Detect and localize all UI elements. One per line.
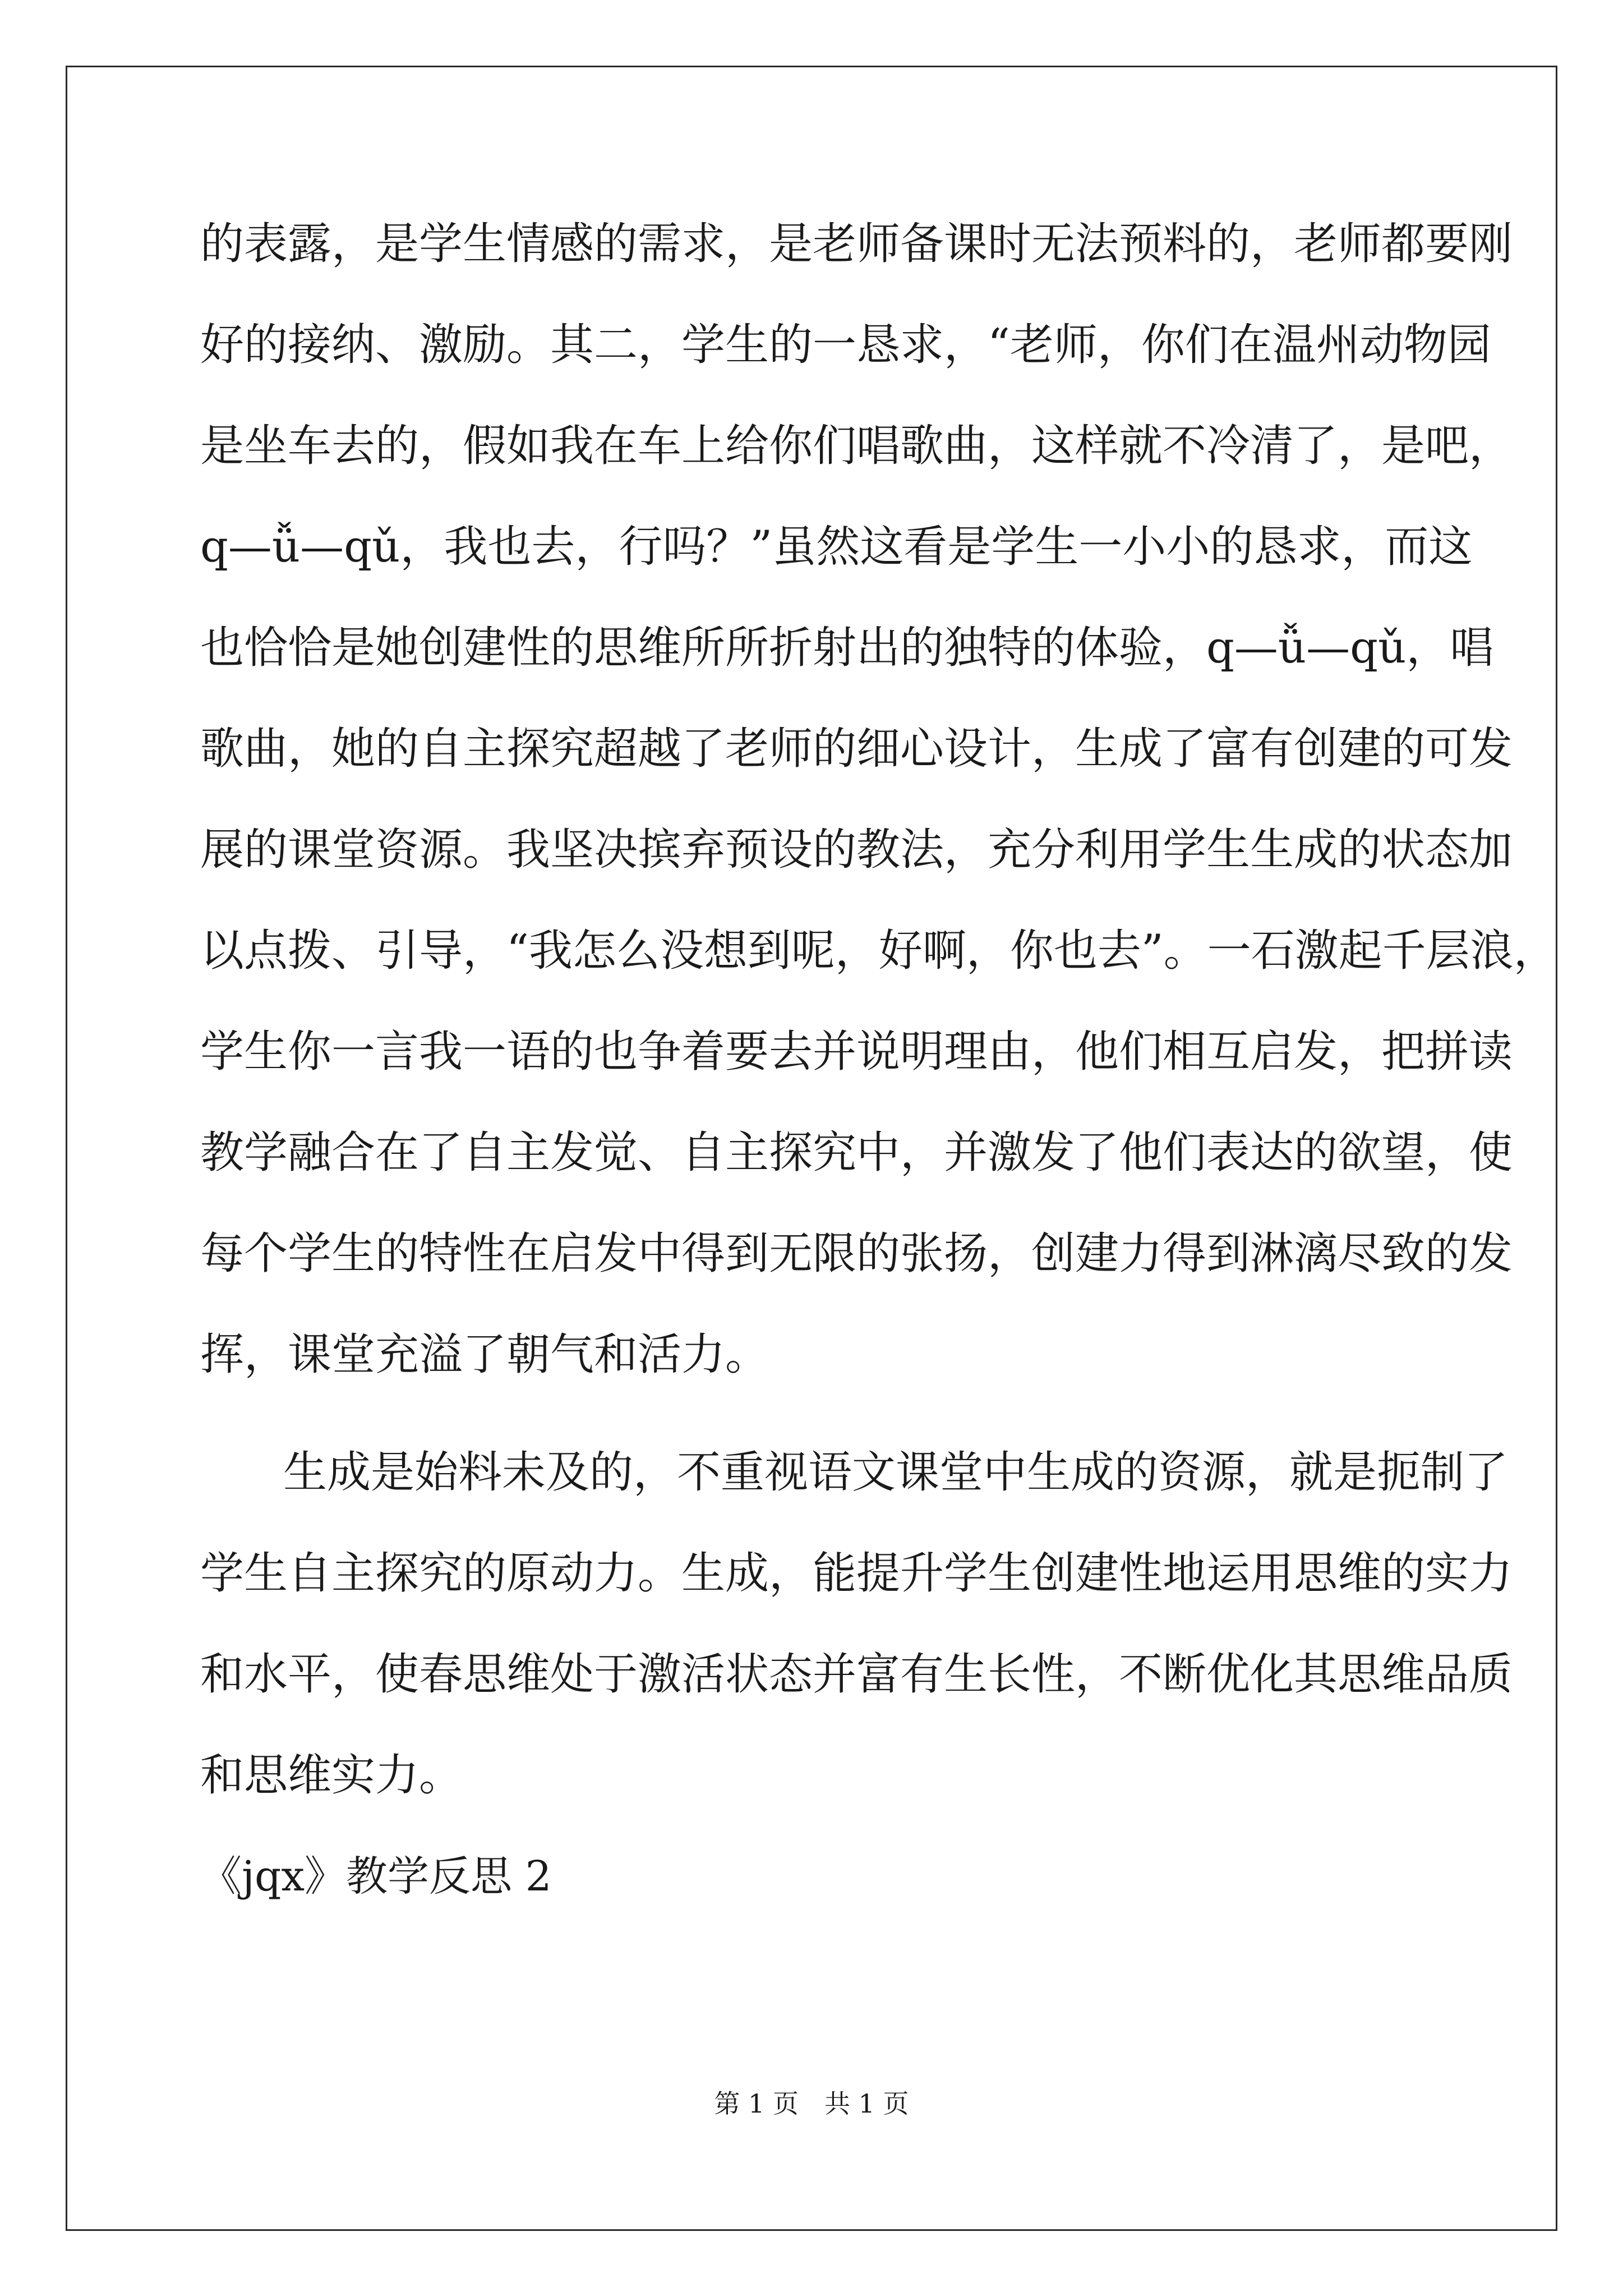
paragraph-1-line-7: 展的课堂资源。我坚决摈弃预设的教法，充分利用学生生成的状态加 [200,825,1513,875]
paragraph-1-line-12: 挥，课堂充溢了朝气和活力。 [200,1329,769,1380]
paragraph-1-line-2: 好的接纳、激励。其二，学生的一恳求，“老师，你们在温州动物园 [200,320,1491,370]
paragraph-1-line-4: q—ǚ—qǔ，我也去，行吗？”虽然这看是学生一小小的恳求，而这 [200,522,1473,572]
paragraph-2-line-4: 和思维实力。 [200,1750,463,1801]
paragraph-1-line-6: 歌曲，她的自主探究超越了老师的细心设计，生成了富有创建的可发 [200,724,1513,774]
paragraph-2-line-3: 和水平，使春思维处于激活状态并富有生长性，不断优化其思维品质 [200,1649,1513,1700]
paragraph-1-line-8: 以点拨、引导，“我怎么没想到呢，好啊，你也去”。一石激起千层浪， [200,926,1557,976]
paragraph-1-line-1: 的表露，是学生情感的需求，是老师备课时无法预料的，老师都要刚 [200,219,1513,269]
paragraph-1-line-5: 也恰恰是她创建性的思维所所折射出的独特的体验，q—ǚ—qǔ，唱 [200,623,1494,673]
paragraph-1-line-10: 教学融合在了自主发觉、自主探究中，并激发了他们表达的欲望，使 [200,1128,1513,1178]
paragraph-1-line-9: 学生你一言我一语的也争着要去并说明理由，他们相互启发，把拼读 [200,1027,1513,1077]
paragraph-1-line-3: 是坐车去的，假如我在车上给你们唱歌曲，这样就不冷清了，是吧， [200,421,1513,471]
page-number: 第 1 页 共 1 页 [714,2088,909,2119]
paragraph-2-line-1: 生成是始料未及的，不重视语文课堂中生成的资源，就是扼制了 [283,1447,1509,1498]
section-heading: 《jqx》教学反思 2 [200,1852,552,1901]
paragraph-1-line-11: 每个学生的特性在启发中得到无限的张扬，创建力得到淋漓尽致的发 [200,1228,1513,1279]
page-footer [0,2087,1623,2120]
paragraph-2-line-2: 学生自主探究的原动力。生成，能提升学生创建性地运用思维的实力 [200,1548,1513,1599]
